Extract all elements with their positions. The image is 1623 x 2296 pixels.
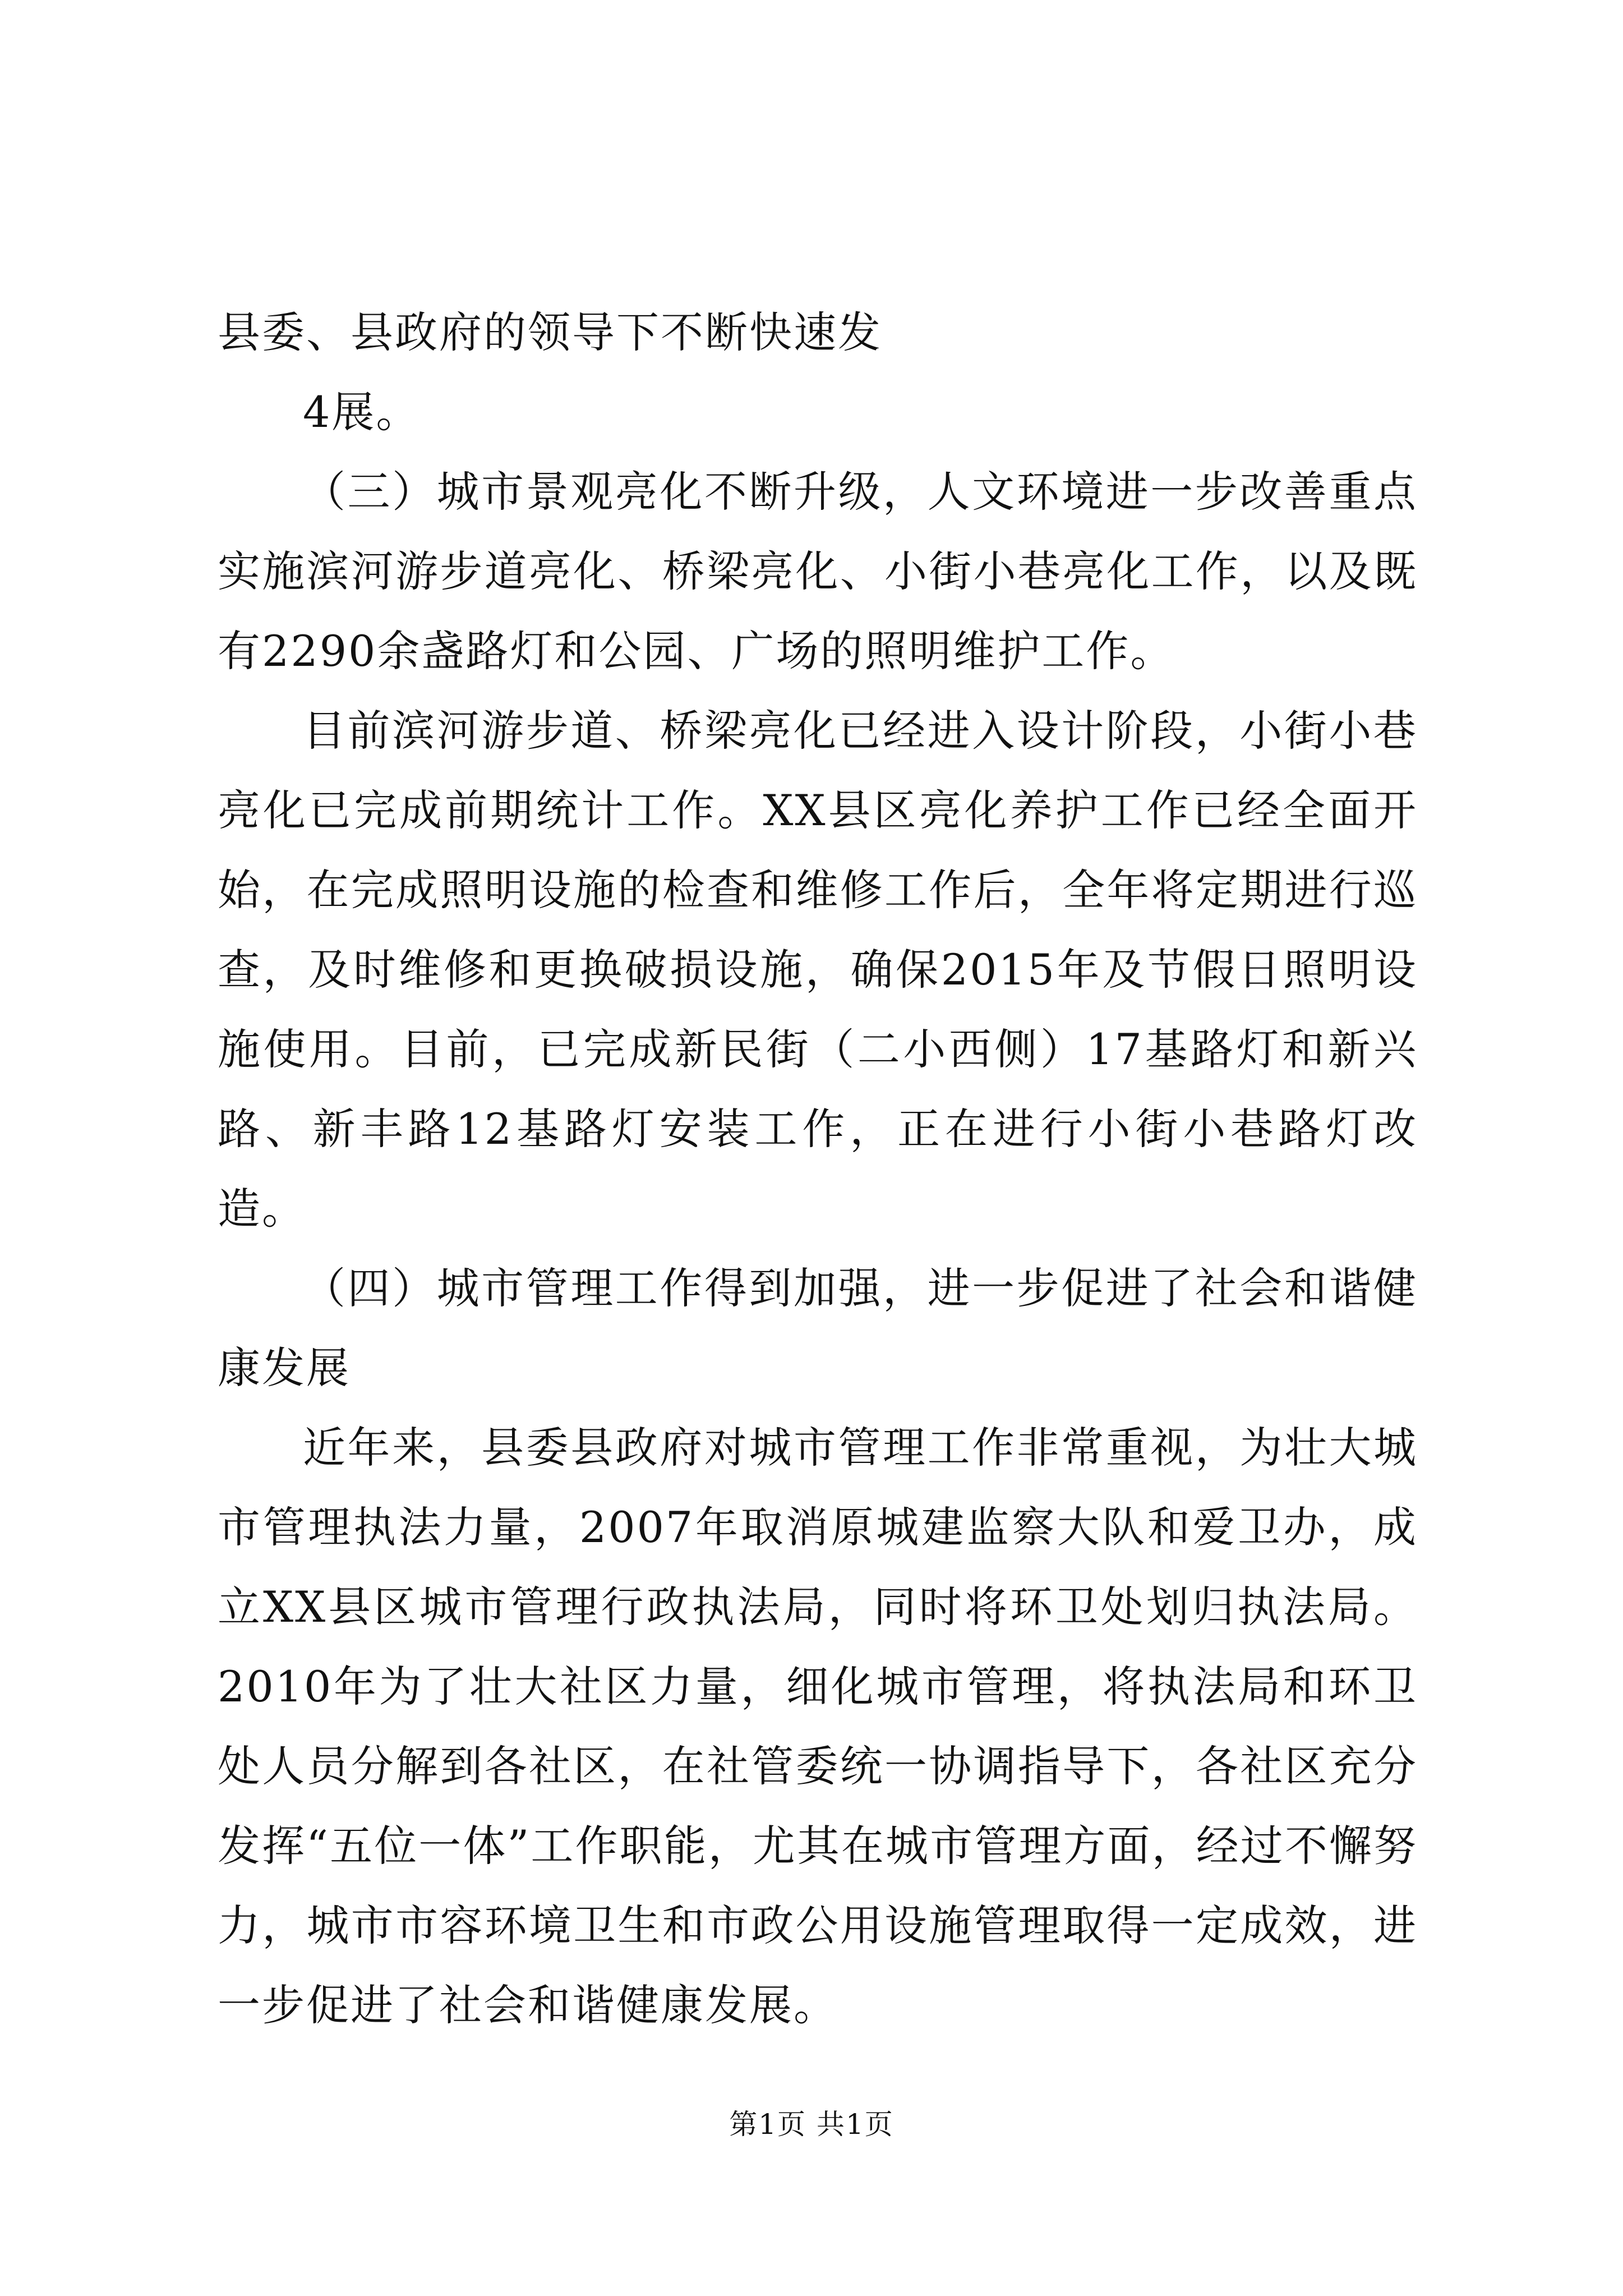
paragraph-lighting-progress: 目前滨河游步道、桥梁亮化已经进入设计阶段，小街小巷亮化已完成前期统计工作。XX县区亮化养护工作已经全面开始，在完成照明设施的检查和维修工作后，全年将定期进行巡查，及时维修和更换破损设施，确保2015年及节假日照明设施使用。目前，已完成新民街（二小西侧）17基路灯和新兴路、新丰路12基路灯安装工作，正在进行小街小巷路灯改造。 (218, 706, 1418, 1234)
page-number-label: 第1页 共1页 (729, 2108, 894, 2141)
paragraph-fragment: 4展。 (303, 387, 421, 437)
document-body (218, 293, 1418, 2045)
paragraph-city-management: 近年来，县委县政府对城市管理工作非常重视，为壮大城市管理执法力量，2007年取消原城建监察大队和爱卫办，成立XX县区城市管理行政执法局，同时将环卫处划归执法局。2010年为了壮大社区力量，细化城市管理，将执法局和环卫处人员分解到各社区，在社管委统一协调指导下，各社区充分发挥“五位一体”工作职能，尤其在城市管理方面，经过不懈努力，城市市容环境卫生和市政公用设施管理取得一定成效，进一步促进了社会和谐健康发展。 (218, 1423, 1418, 2030)
paragraph-section-three: （三）城市景观亮化不断升级，人文环境进一步改善重点实施滨河游步道亮化、桥梁亮化、小街小巷亮化工作，以及既有2290余盏路灯和公园、广场的照明维护工作。 (218, 467, 1418, 676)
paragraph-continuation: 县委、县政府的领导下不断快速发 (218, 307, 882, 357)
page-footer (0, 2105, 1623, 2144)
paragraph-section-four-heading: （四）城市管理工作得到加强，进一步促进了社会和谐健康发展 (218, 1263, 1418, 1393)
